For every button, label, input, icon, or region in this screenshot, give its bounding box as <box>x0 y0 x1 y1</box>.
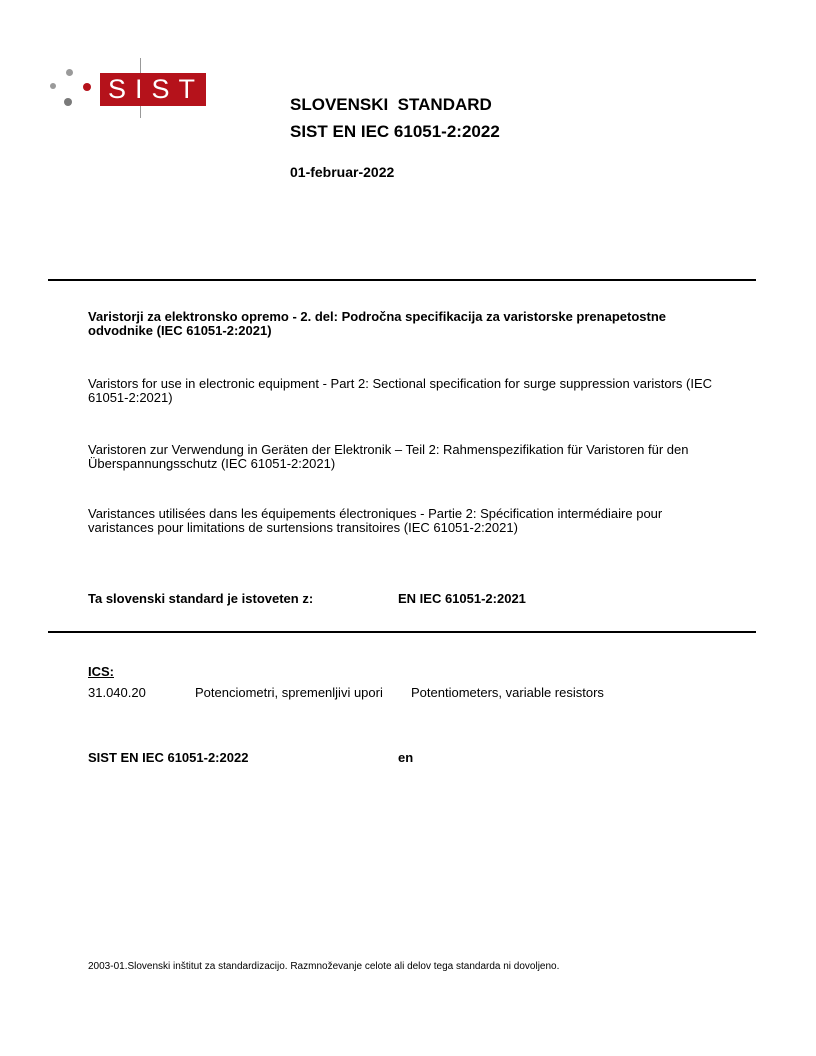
logo-box <box>100 73 206 106</box>
copyright-footer: 2003-01.Slovenski inštitut za standardizacijo. Razmnoževanje celote ali delov tega standarda ni dovoljeno. <box>88 961 560 972</box>
document-type: SLOVENSKI STANDARD <box>290 95 492 114</box>
identical-value: EN IEC 61051-2:2021 <box>398 591 526 606</box>
top-rule <box>48 279 756 281</box>
ics-code: 31.040.20 <box>88 685 146 700</box>
publication-date: 01-februar-2022 <box>290 164 395 180</box>
ics-description-en: Potentiometers, variable resistors <box>411 685 604 700</box>
bottom-standard-code: SIST EN IEC 61051-2:2022 <box>88 750 249 765</box>
title-slovenian: Varistorji za elektronsko opremo - 2. del: Področna specifikacija za varistorske prenapetostne odvodnike (IEC 61051-2:2021) <box>88 309 666 338</box>
logo-dot-icon <box>66 69 73 76</box>
standard-code: SIST EN IEC 61051-2:2022 <box>290 122 500 141</box>
title-french: Varistances utilisées dans les équipements électroniques - Partie 2: Spécification intermédiaire pour varistances pour limitations de surtensions transitoires (IEC 61051-2:2021) <box>88 506 663 535</box>
identical-label: Ta slovenski standard je istoveten z: <box>88 591 314 606</box>
middle-rule <box>48 631 756 633</box>
logo-dot-icon <box>83 83 91 91</box>
ics-description-sl: Potenciometri, spremenljivi upori <box>195 685 383 700</box>
logo-text: SIST <box>107 74 204 104</box>
title-english: Varistors for use in electronic equipment - Part 2: Sectional specification for surge suppression varistors (IEC 61051-2:2021) <box>88 376 713 405</box>
language-code: en <box>398 750 414 765</box>
logo-dot-icon <box>64 98 72 106</box>
ics-label: ICS: <box>88 664 114 679</box>
logo-dot-icon <box>50 83 56 89</box>
title-german: Varistoren zur Verwendung in Geräten der Elektronik – Teil 2: Rahmenspezifikation für Varistoren für den Überspannungsschutz (IEC 61051-2:2021) <box>88 442 689 471</box>
